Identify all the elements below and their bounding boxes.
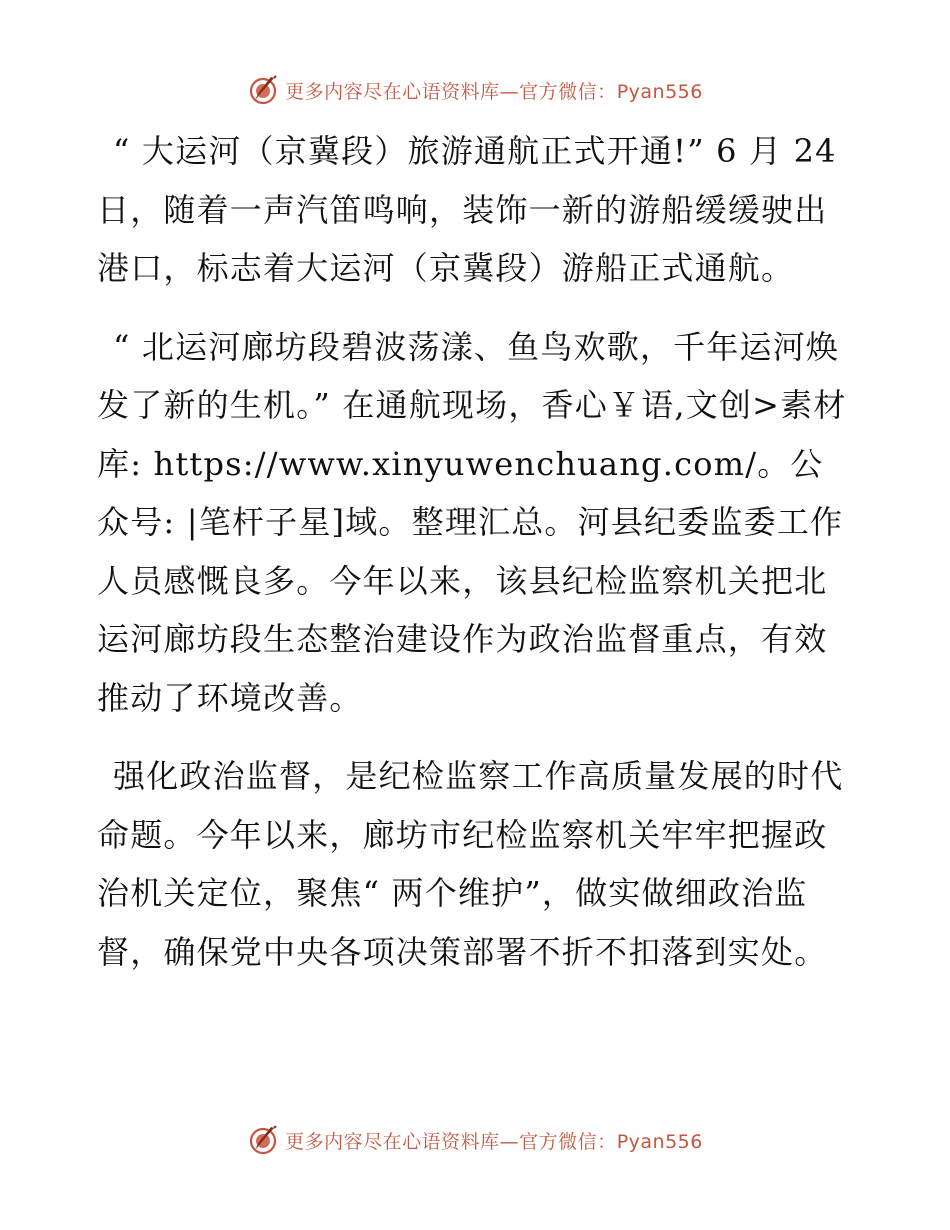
paragraph-1: “ 大运河（京冀段）旅游通航正式开通!” 6 月 24 日，随着一声汽笛鸣响，装饰一新的游船缓缓驶出港口，标志着大运河（京冀段）游船正式通航。 [97,132,837,287]
feather-quill-logo-icon [247,1124,279,1156]
header-banner-text [285,77,703,104]
header-banner-title: 更多内容尽在心语资料库 [285,80,500,103]
footer-banner [0,1120,950,1160]
footer-wechat-label: 官方微信： [519,1130,617,1153]
header-banner [0,70,950,110]
feather-quill-logo-icon [247,74,279,106]
paragraph-3: 强化政治监督，是纪检监察工作高质量发展的时代命题。今年以来，廊坊市纪检监察机关牢牢把握政治机关定位，聚焦“ 两个维护”，做实做细政治监督，确保党中央各项决策部署不折不扣落到实处。 [97,757,844,971]
document-body [97,122,852,1001]
footer-banner-separator: — [499,1130,520,1153]
footer-wechat-id: Pyan556 [616,1130,703,1153]
footer-banner-text [285,1127,703,1154]
header-wechat-label: 官方微信： [519,80,617,103]
paragraph-2: “ 北运河廊坊段碧波荡漾、鱼鸟欢歌，千年运河焕发了新的生机。” 在通航现场，香心￥语,文创>素材库: https://www.xinyuwenchuang.com/。公众号: |笔杆子星]域。整理汇总。河县纪委监委工作人员感慨良多。今年以来，该县纪检监察机关把北运河廊坊段生态整治建设作为政治监督重点，有效推动了环境改善。 [97,327,847,717]
header-wechat-id: Pyan556 [616,80,703,103]
header-banner-separator: — [499,80,520,103]
footer-banner-title: 更多内容尽在心语资料库 [285,1130,500,1153]
